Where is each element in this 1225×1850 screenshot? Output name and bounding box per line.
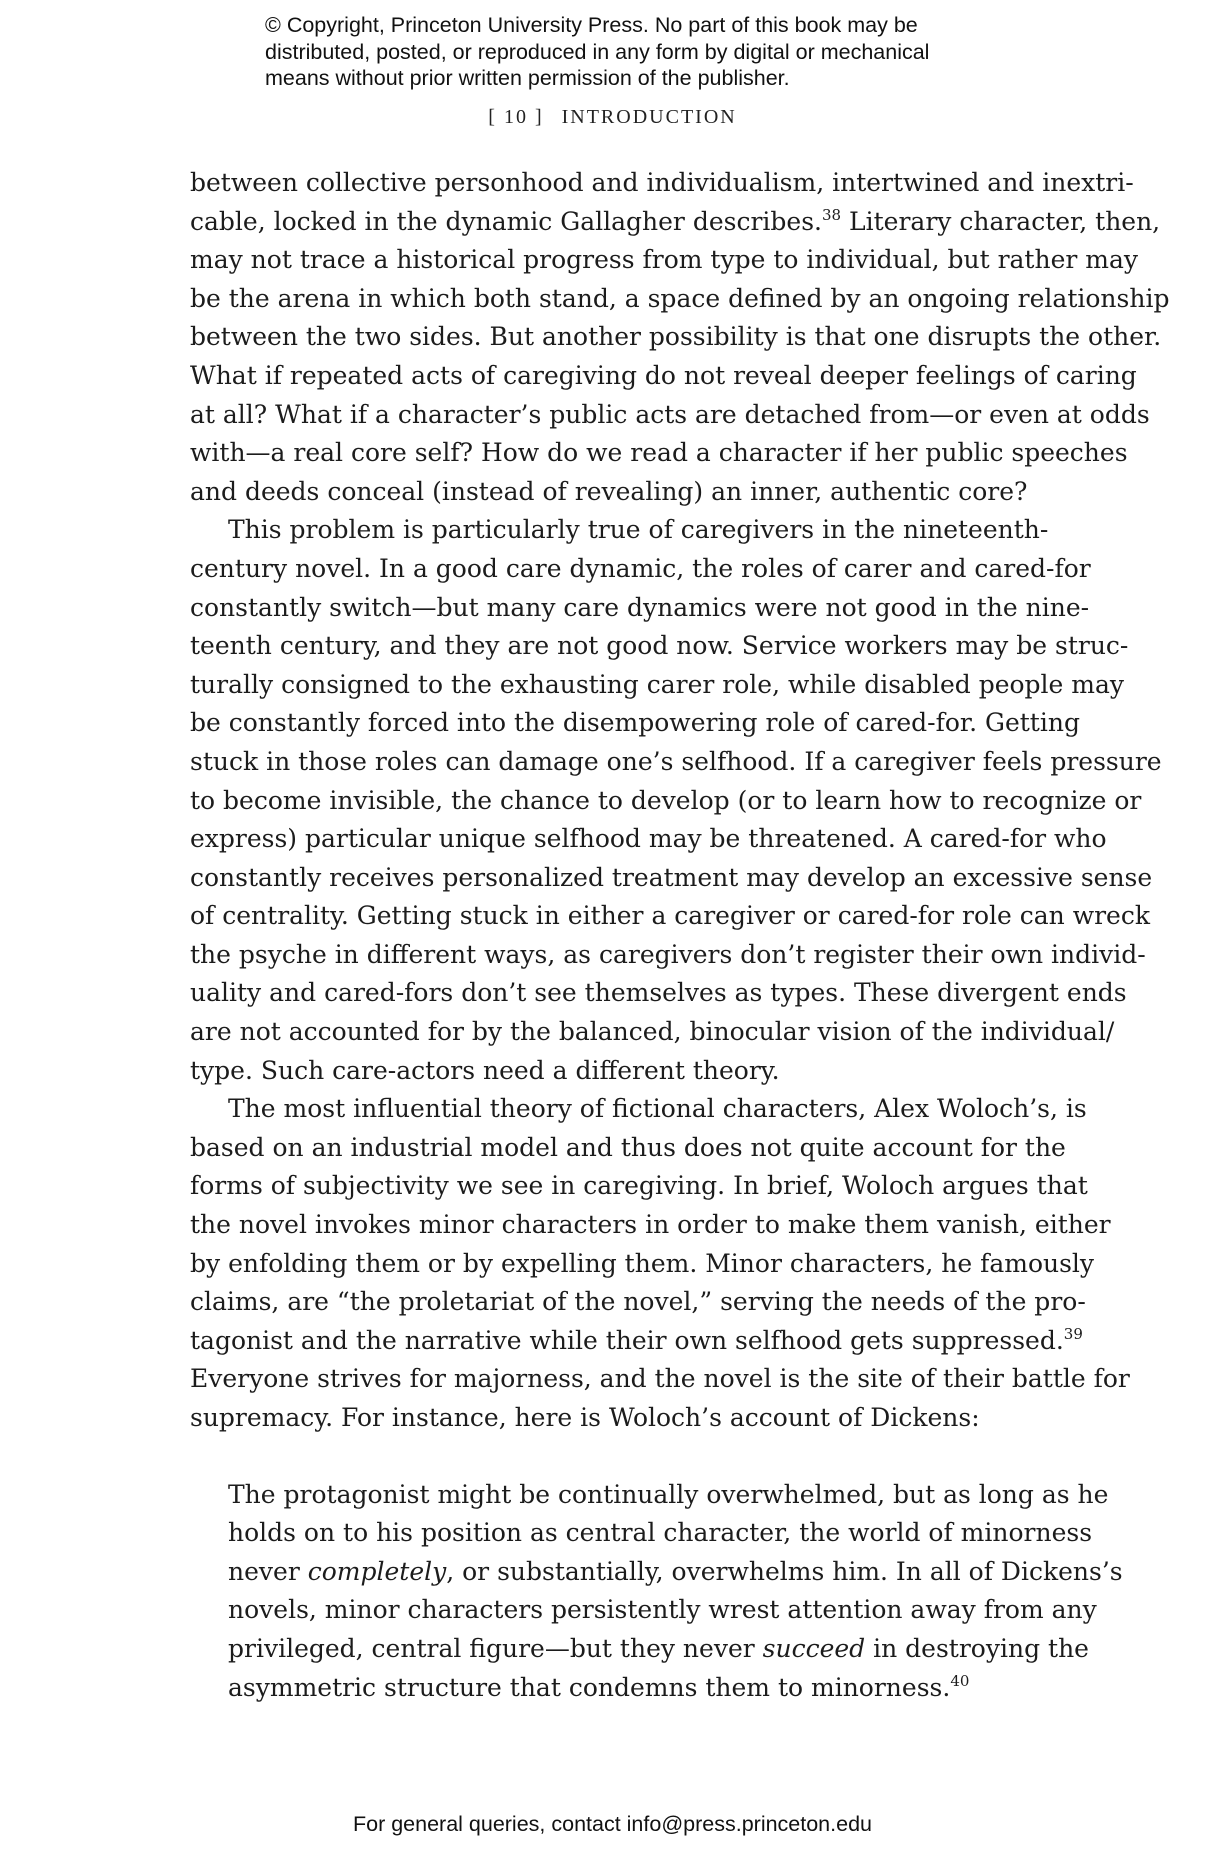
block-quote (190, 1476, 1123, 1708)
text-line: be constantly forced into the disempowering role of cared-for. Getting (190, 708, 1080, 738)
text-line: may not trace a historical progress from type to individual, but rather may (190, 245, 1139, 275)
quote-line (228, 1669, 1045, 1708)
copyright-notice (265, 12, 1025, 92)
emphasis: completely (307, 1556, 447, 1586)
footer-contact: For general queries, contact info@press.princeton.edu (352, 1812, 872, 1836)
quote-line (228, 1630, 1089, 1669)
text-line: The most influential theory of fictional characters, Alex Woloch’s, is (228, 1094, 1087, 1124)
copyright-line: distributed, posted, or reproduced in any form by digital or mechanical (265, 39, 930, 64)
section-title: INTRODUCTION (561, 106, 737, 128)
paragraph (190, 1090, 1130, 1437)
quote-line: holds on to his position as central character, the world of minorness (228, 1518, 1093, 1548)
text-line: by enfolding them or by expelling them. Minor characters, he famously (190, 1248, 1095, 1278)
page-number: [ 10 ] (488, 106, 544, 128)
text-run: , or substantially, overwhelms him. In all of Dickens’s (446, 1556, 1123, 1586)
text-line: between the two sides. But another possibility is that one disrupts the other. (190, 322, 1162, 352)
footnote-ref-39[interactable]: 39 (1063, 1324, 1083, 1343)
quote-line (228, 1553, 1123, 1592)
quote-line: The protagonist might be continually overwhelmed, but as long as he (228, 1479, 1109, 1509)
text-line: based on an industrial model and thus does not quite account for the (190, 1132, 1066, 1162)
text-run: in destroying the (865, 1633, 1089, 1663)
copyright-line: © Copyright, Princeton University Press. No part of this book may be (265, 13, 918, 37)
text-line: forms of subjectivity we see in caregiving. In brief, Woloch argues that (190, 1171, 1088, 1201)
text-line: with—a real core self? How do we read a character if her public speeches (190, 438, 1128, 468)
text-line: are not accounted for by the balanced, binocular vision of the individual/ (190, 1017, 1115, 1047)
emphasis: succeed (762, 1633, 866, 1663)
body-text (190, 164, 1170, 1707)
text-line: of centrality. Getting stuck in either a caregiver or cared-for role can wreck (190, 901, 1150, 931)
paragraph (190, 511, 1162, 1090)
text-line: teenth century, and they are not good now. Service workers may be struc- (190, 631, 1129, 661)
text-line: This problem is particularly true of caregivers in the nineteenth- (228, 515, 1049, 545)
text-line: the psyche in different ways, as caregivers don’t register their own individ- (190, 939, 1146, 969)
text-line (190, 203, 1161, 242)
footnote-ref-38[interactable]: 38 (821, 205, 842, 224)
text-run: asymmetric structure that condemns them to minorness. (228, 1672, 951, 1702)
text-line: Everyone strives for majorness, and the novel is the site of their battle for (190, 1364, 1130, 1394)
text-line: uality and cared-fors don’t see themselves as types. These divergent ends (190, 978, 1127, 1008)
text-line: to become invisible, the chance to develop (or to learn how to recognize or (190, 785, 1142, 815)
text-run: never (228, 1556, 308, 1586)
running-head (0, 106, 1225, 129)
text-line: turally consigned to the exhausting carer role, while disabled people may (190, 669, 1125, 699)
text-line: express) particular unique selfhood may be threatened. A cared-for who (190, 824, 1107, 854)
paragraph (190, 164, 1170, 511)
text-run: privileged, central figure—but they never (228, 1633, 763, 1663)
footnote-ref-40[interactable]: 40 (950, 1671, 970, 1690)
text-line: type. Such care-actors need a different theory. (190, 1055, 780, 1085)
text-line: stuck in those roles can damage one’s selfhood. If a caregiver feels pressure (190, 746, 1162, 776)
text-line: constantly receives personalized treatment may develop an excessive sense (190, 862, 1153, 892)
text-line: century novel. In a good care dynamic, the roles of carer and cared-for (190, 553, 1091, 583)
text-line: What if repeated acts of caregiving do not reveal deeper feelings of caring (190, 360, 1137, 390)
text-line: supremacy. For instance, here is Woloch’s account of Dickens: (190, 1403, 980, 1432)
text-line: claims, are “the proletariat of the novel,” serving the needs of the pro- (190, 1287, 1086, 1317)
quote-line: novels, minor characters persistently wrest attention away from any (228, 1595, 1097, 1625)
text-run: tagonist and the narrative while their own selfhood gets suppressed. (190, 1325, 1064, 1355)
text-run: cable, locked in the dynamic Gallagher describes. (190, 206, 822, 236)
text-line: at all? What if a character’s public acts are detached from—or even at odds (190, 399, 1150, 429)
text-line (190, 1322, 1083, 1361)
text-line: constantly switch—but many care dynamics were not good in the nine- (190, 592, 1090, 622)
text-line: and deeds conceal (instead of revealing) an inner, authentic core? (190, 476, 1028, 506)
text-line: be the arena in which both stand, a space defined by an ongoing relationship (190, 283, 1170, 313)
text-run: Literary character, then, (841, 206, 1161, 236)
copyright-line: means without prior written permission of the publisher. (265, 66, 790, 90)
text-line: the novel invokes minor characters in order to make them vanish, either (190, 1210, 1111, 1240)
text-line: between collective personhood and individualism, intertwined and inextri- (190, 168, 1134, 197)
